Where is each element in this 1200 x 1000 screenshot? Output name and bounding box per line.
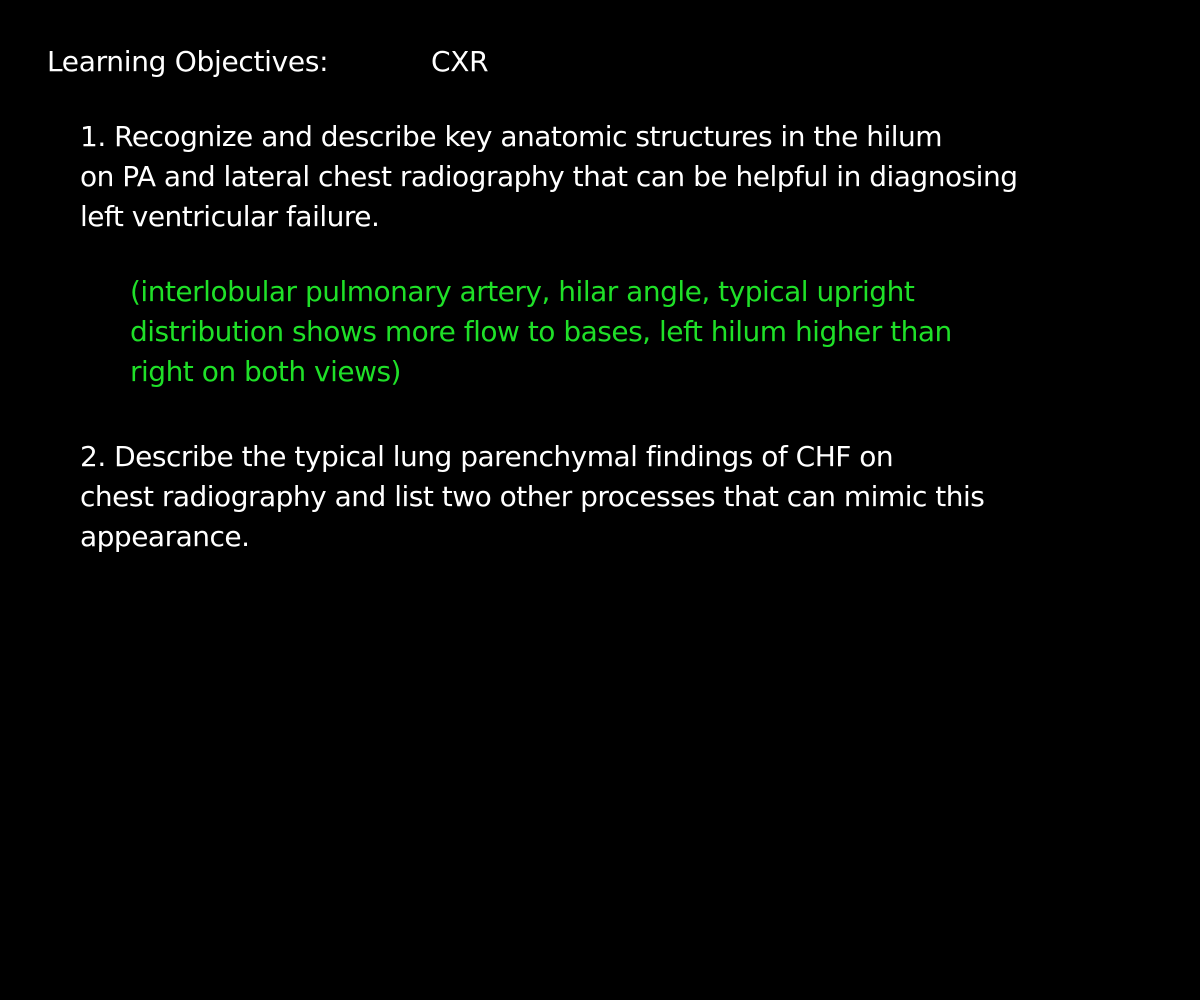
note-line-2: distribution shows more flow to bases, left hilum higher than [130,315,952,348]
note-line-3: right on both views) [130,355,401,388]
objective-1 [80,117,1017,237]
objective-2-line-2: chest radiography and list two other processes that can mimic this [80,480,985,513]
objective-1-line-3: left ventricular failure. [80,200,380,233]
objective-2 [80,437,984,557]
note-line-1: (interlobular pulmonary artery, hilar angle, typical upright [130,275,915,308]
slide-title: Learning Objectives: [47,45,329,78]
slide-subject: CXR [431,45,489,78]
objective-2-line-3: appearance. [80,520,250,553]
objective-1-line-1: 1. Recognize and describe key anatomic structures in the hilum [80,120,943,153]
objective-2-line-1: 2. Describe the typical lung parenchymal findings of CHF on [80,440,894,473]
objective-1-line-2: on PA and lateral chest radiography that can be helpful in diagnosing [80,160,1018,193]
objective-1-note [130,272,952,392]
